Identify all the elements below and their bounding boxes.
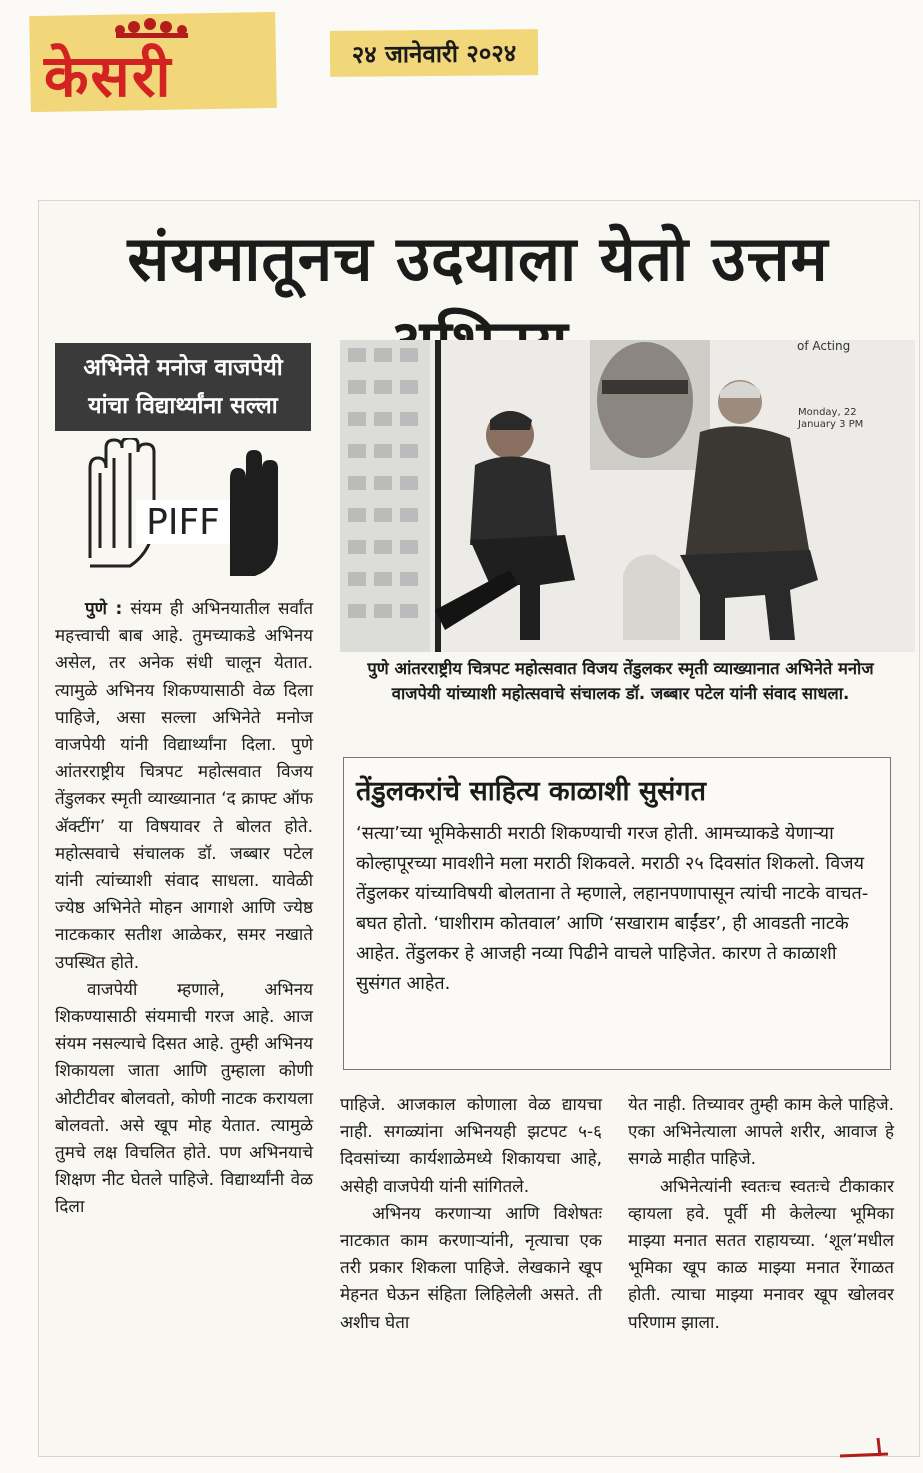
publication-date: २४ जानेवारी २०२४ [330, 29, 538, 77]
subhead-line-1: अभिनेते मनोज वाजपेयी [83, 355, 283, 381]
sidebar-box-body: ‘सत्या’च्या भूमिकेसाठी मराठी शिकण्याची गरज होती. आमच्याकडे येणाऱ्या कोल्हापूरच्या मावशीने मला मराठी शिकवले. मराठी २५ दिवसांत शिकलो. विजय तेंडुलकर यांच्याविषयी बोलताना ते म्हणाले, लहानपणापासून त्यांची नाटके वाचत-बघत होतो. ‘घाशीराम कोतवाल’ आणि ‘सखाराम बाईंडर’, ही आवडती नाटके आहेत. तेंडुलकर हे आजही नव्या पिढीने वाचले पाहिजेत. कारण ते काळाशी सुसंगत आहेत. [356, 823, 869, 994]
article-column-3 [628, 1092, 894, 1337]
photo-caption: पुणे आंतरराष्ट्रीय चित्रपट महोत्सवात विजय तेंडुलकर स्मृती व्याख्यानात अभिनेते मनोज वाजपेयी यांच्याशी महोत्सवाचे संचालक डॉ. जब्बार पटेल यांनी संवाद साधला. [367, 659, 874, 703]
end-mark-icon [838, 1432, 898, 1462]
piff-logo-text: PIFF [146, 502, 220, 543]
article-headline: संयमातूनच उदयाला येतो उत्तम [127, 222, 829, 295]
event-photo [340, 340, 915, 652]
column-1-paragraph-2: वाजपेयी म्हणाले, अभिनय शिकण्यासाठी संयमाची गरज आहे. आज संयम नसल्याचे दिसत आहे. तुम्ही अभिनय शिकायला जाता आणि तुम्हाला कोणी ओटीटीवर बोलवतो, कोणी नाटक करायला बोलवतो. असे खूप मोह येतात. त्यामुळे तुमचे लक्ष विचलित होते. पण अभिनयाचे शिक्षण नीट घेतले पाहिजे. विद्यार्थ्यांनी वेळ दिला [55, 979, 313, 1218]
piff-logo [80, 438, 290, 578]
dateline-place: पुणे : [85, 599, 123, 619]
newspaper-logo: केसरी [44, 42, 173, 110]
column-2-paragraph-2: अभिनय करणाऱ्या आणि विशेषतः नाटकात काम करणाऱ्यांनी, नृत्याचा एक तरी प्रकार शिकला पाहिजे. लेखकाने खूप मेहनत घेऊन संहिता लिहिलेली असते. ती अशीच घेता [340, 1203, 602, 1333]
sidebar-box-title: तेंडुलकरांचे साहित्य काळाशी सुसंगत [356, 776, 707, 807]
photo-backdrop-date: Monday, 22 January 3 PM [798, 407, 864, 430]
column-1-paragraph-1-text: संयम ही अभिनयातील सर्वांत महत्त्वाची बाब आहे. तुमच्याकडे अभिनय असेल, तर अनेक संधी चालून येतात. त्यामुळे अभिनय शिकण्यासाठी वेळ दिला पाहिजे, असा सल्ला अभिनेते मनोज वाजपेयी यांनी विद्यार्थ्यांना दिला. पुणे आंतरराष्ट्रीय चित्रपट महोत्सवात विजय तेंडुलकर स्मृती व्याख्यानात ‘द क्राफ्ट ऑफ ॲक्टींग’ या विषयावर ते बोलत होते. महोत्सवाचे संचालक डॉ. जब्बार पटेल यांनी त्यांच्याशी संवाद साधला. यावेळी ज्येष्ठ अभिनेते मोहन आगाशे आणि ज्येष्ठ नाटककार सतीश आळेकर, समर नखाते उपस्थित होते. [55, 599, 314, 973]
article-column-2 [340, 1092, 602, 1337]
article-subhead [55, 343, 311, 431]
column-3-paragraph-2: अभिनेत्यांनी स्वतःच स्वतःचे टीकाकार व्हायला हवे. पूर्वी मी केलेल्या भूमिका माझ्या मनात सतत राहायच्या. ‘शूल’मधील भूमिका खूप काळ माझ्या मनात रेंगाळत होती. त्याचा माझ्या मनावर खूप खोलवर परिणाम झाला. [628, 1176, 894, 1333]
event-photo-image [340, 340, 915, 652]
column-3-paragraph-1: येत नाही. तिच्यावर तुम्ही काम केले पाहिजे. एका अभिनेत्याला आपले शरीर, आवाज हे सगळे माहीत पाहिजे. [628, 1095, 894, 1170]
column-1-paragraph-1 [55, 596, 313, 977]
article-column-1 [55, 596, 313, 1222]
subhead-line-2: यांचा विद्यार्थ्यांना सल्ला [88, 393, 278, 419]
photo-backdrop-text: of Acting [797, 339, 851, 353]
column-2-paragraph-1: पाहिजे. आजकाल कोणाला वेळ द्यायचा नाही. सगळ्यांना अभिनयही झटपट ५-६ दिवसांच्या कार्यशाळेमध्ये शिकायचा आहे, असेही वाजपेयी यांनी सांगितले. [340, 1095, 602, 1197]
